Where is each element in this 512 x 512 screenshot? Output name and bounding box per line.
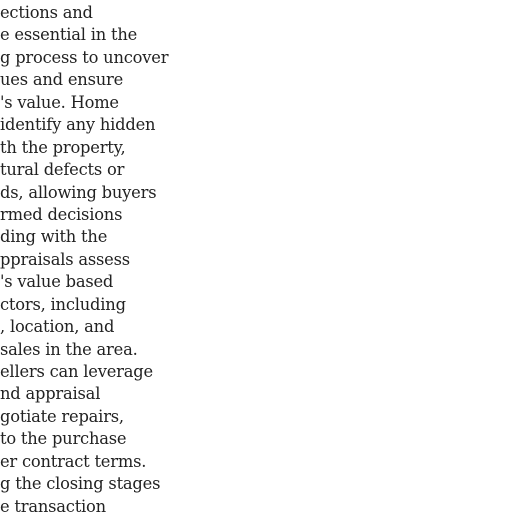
text-line: g the closing stages <box>0 474 161 494</box>
text-line: ues and ensure <box>0 70 124 90</box>
text-line: nd appraisal <box>0 384 101 404</box>
text-line: e essential in the <box>0 25 138 45</box>
text-line: th the property, <box>0 137 126 157</box>
text-line: ding with the <box>0 227 108 247</box>
text-line: ppraisals assess <box>0 249 130 269</box>
text-line: ections and <box>0 3 93 22</box>
text-line: , location, and <box>0 317 115 337</box>
text-line: ds, allowing buyers <box>0 182 157 202</box>
text-line: 's value. Home <box>0 92 119 112</box>
text-line: ellers can leverage <box>0 362 153 381</box>
text-line: to the purchase <box>0 429 127 449</box>
text-line: rmed decisions <box>0 204 123 224</box>
text-line: e transaction <box>0 496 106 512</box>
text-line: identify any hidden <box>0 115 156 135</box>
text-line: ctors, including <box>0 294 126 314</box>
text-line: g process to uncover <box>0 47 169 67</box>
text-line: gotiate repairs, <box>0 406 124 426</box>
text-line: tural defects or <box>0 160 125 180</box>
text-line: sales in the area. <box>0 339 138 359</box>
body-text-column <box>0 2 170 512</box>
text-line: er contract terms. <box>0 451 147 471</box>
text-line: 's value based <box>0 272 114 292</box>
